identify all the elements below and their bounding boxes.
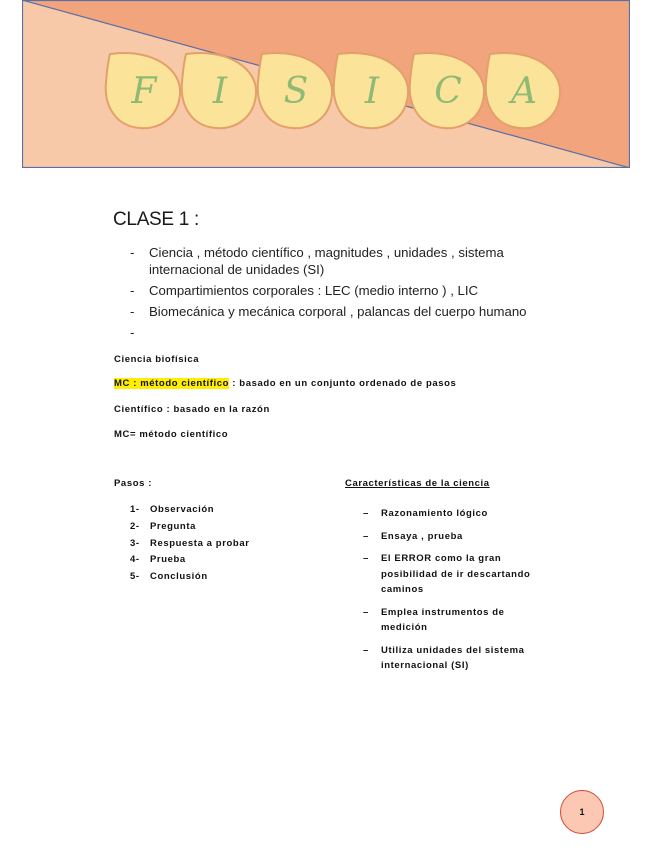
caracteristicas-list [363, 506, 553, 681]
topic-item: - Biomecánica y mecánica corporal , palancas del cuerpo humano [130, 303, 550, 320]
topic-item-empty [130, 324, 550, 341]
characteristic-item: – Utiliza unidades del sistema internacional (SI) [363, 643, 553, 674]
step-item: 3- Respuesta a probar [130, 537, 250, 549]
note-cientifico: Científico : basado en la razón [114, 404, 270, 415]
step-item: 5- Conclusión [130, 571, 208, 583]
note-mc [114, 378, 456, 389]
note-mc-eq: MC= método científico [114, 429, 229, 440]
banner-letter: F [131, 71, 157, 112]
banner-letter: I [212, 71, 228, 112]
mc-definition: : basado en un conjunto ordenado de pasos [229, 378, 457, 389]
banner-letter: C [434, 71, 462, 112]
pasos-list [130, 502, 250, 586]
characteristic-item: – El ERROR como la gran posibilidad de ir descartando caminos [363, 551, 553, 598]
pasos-title: Pasos : [114, 478, 152, 489]
title-banner [22, 0, 630, 168]
page-title: CLASE 1 : [113, 209, 200, 230]
mc-highlight: MC : método científico [114, 378, 230, 389]
step-item: 1- Observación [130, 504, 215, 515]
banner-letter: A [511, 71, 537, 112]
topic-item: - Compartimientos corporales : LEC (medio interno ) , LIC [130, 282, 550, 299]
characteristic-item: – Razonamiento lógico [363, 506, 553, 522]
page-number-badge: 1 [560, 790, 604, 834]
step-item: 4- Prueba [130, 554, 186, 566]
step-item: 2- Pregunta [130, 520, 196, 532]
note-biofisica: Ciencia biofísica [114, 354, 200, 365]
characteristic-item: – Emplea instrumentos de medición [363, 605, 553, 636]
characteristic-item: – Ensaya , prueba [363, 529, 553, 545]
topic-item: - Ciencia , método científico , magnitudes , unidades , sistema internacional de unidades (SI) [130, 244, 550, 278]
caracteristicas-title: Características de la ciencia [345, 478, 490, 489]
topics-list [130, 244, 550, 345]
banner-letter: S [283, 71, 309, 112]
fisica-banner-art [22, 0, 630, 168]
banner-letter: I [364, 71, 380, 112]
